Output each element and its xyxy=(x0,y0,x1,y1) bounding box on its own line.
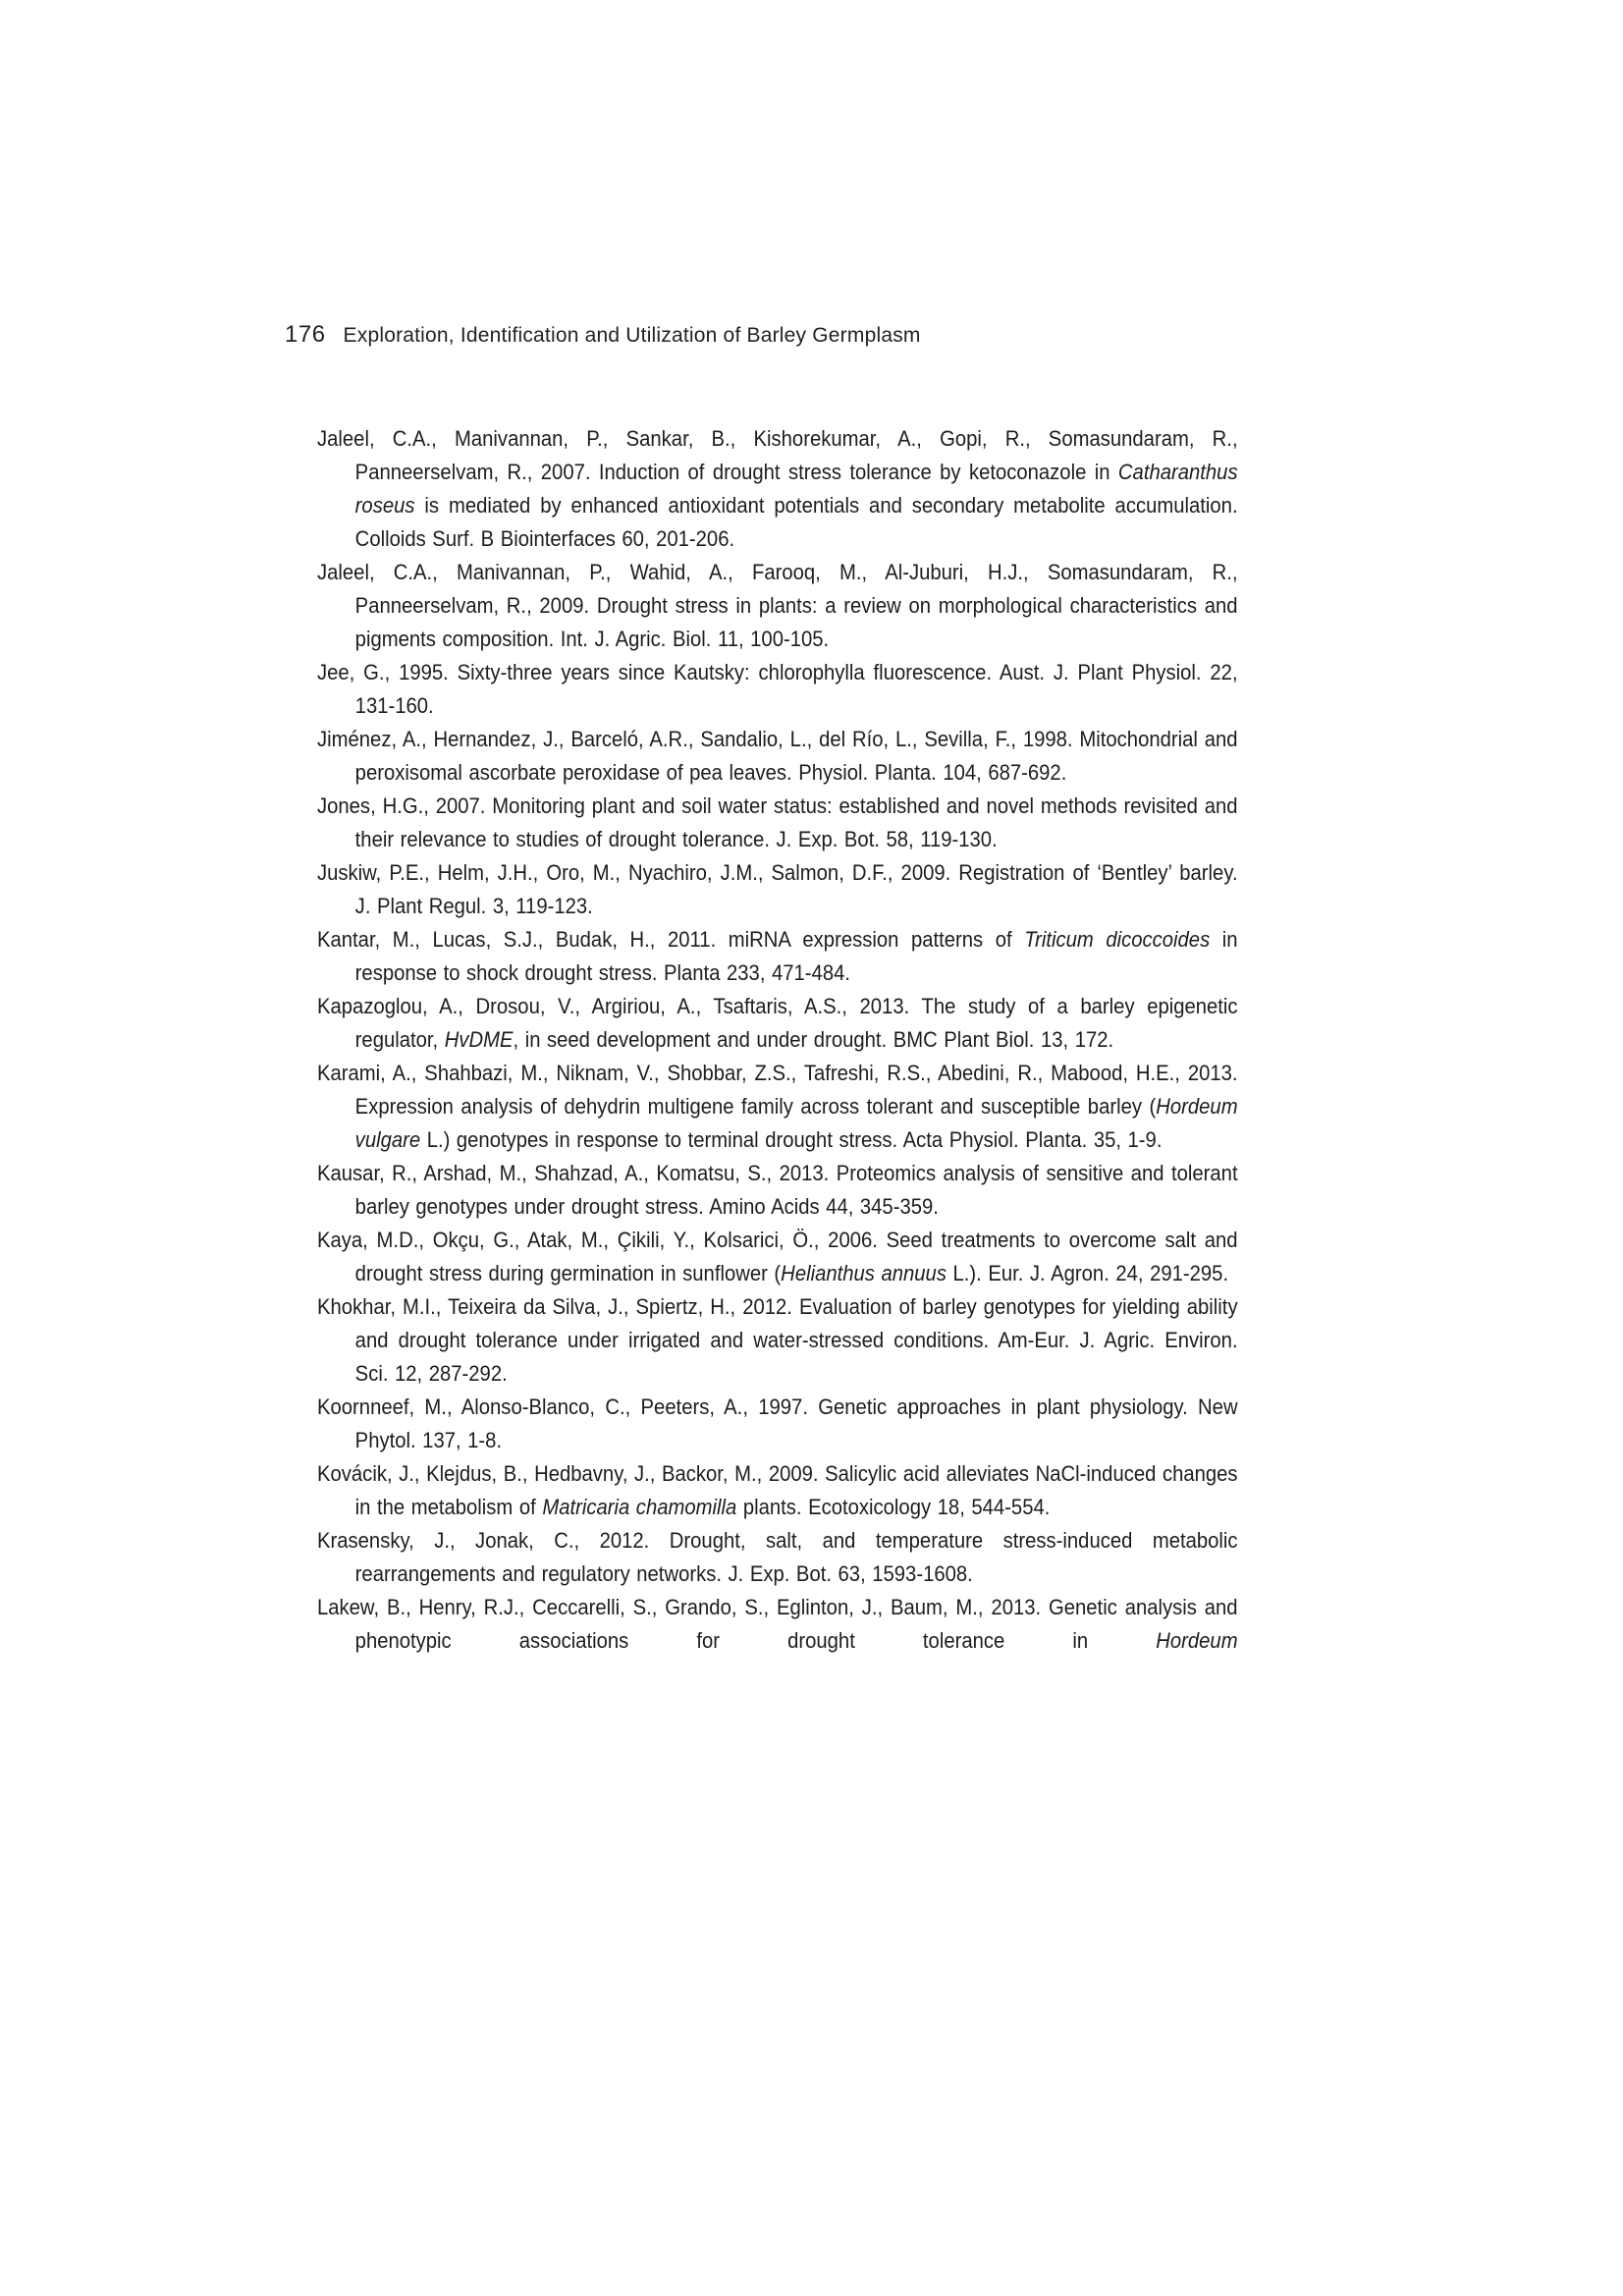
reference-text: Jaleel, C.A., Manivannan, P., Wahid, A., Farooq, M., Al-Juburi, H.J., Somasundaram, R., Panneerselvam, R., 2009. Drought stress in plants: a review on morphological characteristics and pigments composition. Int. J. Agric. Biol. 11, 100-105. xyxy=(317,560,1238,651)
reference-item xyxy=(317,856,1238,923)
reference-text: Jones, H.G., 2007. Monitoring plant and soil water status: established and novel methods revisited and their relevance to studies of drought tolerance. J. Exp. Bot. 58, 119-130. xyxy=(317,793,1238,851)
reference-text: Lakew, B., Henry, R.J., Ceccarelli, S., Grando, S., Eglinton, J., Baum, M., 2013. Genetic analysis and phenotypic associations for drought tolerance in xyxy=(317,1595,1238,1653)
references-list xyxy=(317,422,1238,1658)
italic-taxon-or-gene: Helianthus annuus xyxy=(781,1261,947,1285)
reference-text: Kausar, R., Arshad, M., Shahzad, A., Komatsu, S., 2013. Proteomics analysis of sensitive and tolerant barley genotypes under drought stress. Amino Acids 44, 345-359. xyxy=(317,1161,1238,1219)
reference-text: Kantar, M., Lucas, S.J., Budak, H., 2011. miRNA expression patterns of xyxy=(317,927,1025,952)
italic-taxon-or-gene: Catharanthus roseus xyxy=(354,460,1238,518)
reference-text: L.) genotypes in response to terminal drought stress. Acta Physiol. Planta. 35, 1-9. xyxy=(420,1127,1163,1152)
running-head-title: Exploration, Identification and Utilization of Barley Germplasm xyxy=(343,324,921,347)
reference-text: is mediated by enhanced antioxidant potentials and secondary metabolite accumulation. Colloids Surf. B Biointerfaces 60, 201-206. xyxy=(354,493,1238,551)
reference-item xyxy=(317,1290,1238,1391)
reference-item xyxy=(317,923,1238,990)
reference-text: Khokhar, M.I., Teixeira da Silva, J., Spiertz, H., 2012. Evaluation of barley genotypes for yielding ability and drought tolerance under irrigated and water-stressed conditions. Am-Eur. J. Agric. Environ. Sci. 12, 287-292. xyxy=(317,1294,1238,1386)
italic-taxon-or-gene: Triticum dicoccoides xyxy=(1024,927,1211,952)
page-header xyxy=(285,321,921,349)
italic-taxon-or-gene: Hordeum vulgare xyxy=(354,1094,1238,1152)
reference-item xyxy=(317,556,1238,656)
reference-text: Jaleel, C.A., Manivannan, P., Sankar, B., Kishorekumar, A., Gopi, R., Somasundaram, R., Panneerselvam, R., 2007. Induction of drought stress tolerance by ketoconazole in xyxy=(317,426,1238,484)
reference-text: Kovácik, J., Klejdus, B., Hedbavny, J., Backor, M., 2009. Salicylic acid alleviates NaCl-induced changes in the metabolism of xyxy=(317,1461,1238,1519)
reference-item xyxy=(317,990,1238,1057)
reference-text: , in seed development and under drought. BMC Plant Biol. 13, 172. xyxy=(513,1027,1114,1052)
reference-text: Juskiw, P.E., Helm, J.H., Oro, M., Nyachiro, J.M., Salmon, D.F., 2009. Registration of ‘Bentley’ barley. J. Plant Regul. 3, 119-123. xyxy=(317,860,1238,918)
reference-item xyxy=(317,1157,1238,1224)
reference-text: Kapazoglou, A., Drosou, V., Argiriou, A., Tsaftaris, A.S., 2013. The study of a barley epigenetic regulator, xyxy=(317,994,1238,1052)
reference-item xyxy=(317,1524,1238,1591)
reference-text: Jiménez, A., Hernandez, J., Barceló, A.R., Sandalio, L., del Río, L., Sevilla, F., 1998. Mitochondrial and peroxisomal ascorbate peroxidase of pea leaves. Physiol. Planta. 104, 687-692. xyxy=(317,727,1238,785)
reference-text: Krasensky, J., Jonak, C., 2012. Drought, salt, and temperature stress-induced metabolic rearrangements and regulatory networks. J. Exp. Bot. 63, 1593-1608. xyxy=(317,1528,1238,1586)
italic-taxon-or-gene: Matricaria chamomilla xyxy=(542,1495,737,1519)
reference-text: plants. Ecotoxicology 18, 544-554. xyxy=(736,1495,1051,1519)
reference-text: L.). Eur. J. Agron. 24, 291-295. xyxy=(946,1261,1229,1285)
reference-text: Karami, A., Shahbazi, M., Niknam, V., Shobbar, Z.S., Tafreshi, R.S., Abedini, R., Mabood, H.E., 2013. Expression analysis of dehydrin multigene family across tolerant and susceptible barley ( xyxy=(317,1061,1238,1119)
reference-item xyxy=(317,1591,1238,1658)
reference-text: Koornneef, M., Alonso-Blanco, C., Peeters, A., 1997. Genetic approaches in plant physiology. New Phytol. 137, 1-8. xyxy=(317,1394,1238,1452)
reference-item xyxy=(317,1057,1238,1157)
reference-text: Jee, G., 1995. Sixty-three years since Kautsky: chlorophylla fluorescence. Aust. J. Plant Physiol. 22, 131-160. xyxy=(317,660,1238,718)
reference-item xyxy=(317,723,1238,790)
italic-taxon-or-gene: HvDME xyxy=(444,1027,514,1052)
italic-taxon-or-gene: Hordeum xyxy=(1156,1628,1238,1653)
reference-text: Kaya, M.D., Okçu, G., Atak, M., Çikili, Y., Kolsarici, Ö., 2006. Seed treatments to overcome salt and drought stress during germination in sunflower ( xyxy=(317,1228,1238,1285)
reference-text: in response to shock drought stress. Planta 233, 471-484. xyxy=(354,927,1238,985)
reference-item xyxy=(317,656,1238,723)
reference-item xyxy=(317,1391,1238,1457)
reference-item xyxy=(317,422,1238,556)
reference-item xyxy=(317,1457,1238,1524)
page-number: 176 xyxy=(285,321,326,348)
reference-item xyxy=(317,790,1238,856)
reference-item xyxy=(317,1224,1238,1290)
